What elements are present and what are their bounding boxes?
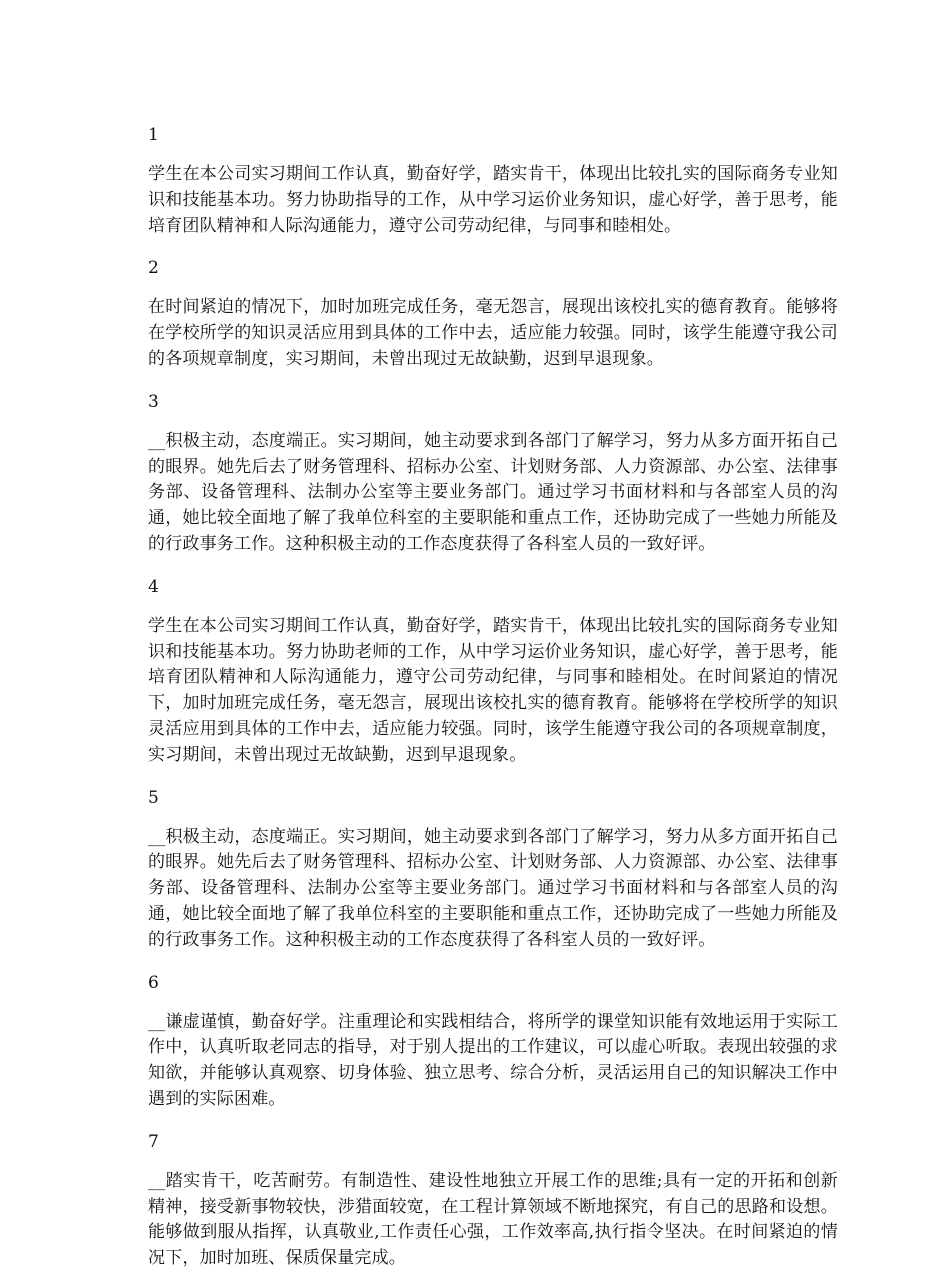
entry-number: 6 (148, 972, 159, 993)
entry-6 (148, 970, 838, 1113)
entry-number: 1 (148, 125, 159, 145)
entry-5 (148, 785, 838, 954)
entry-7 (148, 1129, 838, 1272)
entry-paragraph: __谦虚谨慎，勤奋好学。注重理论和实践相结合，将所学的课堂知识能有效地运用于实际工作中，认真听取老同志的指导，对于别人提出的工作建议，可以虚心听取。表现出较强的求知欲，并能够认真观察、切身体验、独立思考、综合分析，灵活运用自己的知识解决工作中遇到的实际困难。 (148, 1011, 838, 1109)
entry-paragraph: 在时间紧迫的情况下，加时加班完成任务，毫无怨言，展现出该校扎实的德育教育。能够将在学校所学的知识灵活应用到具体的工作中去，适应能力较强。同时，该学生能遵守我公司的各项规章制度，实习期间，未曾出现过无故缺勤，迟到早退现象。 (148, 297, 838, 369)
entry-number: 5 (148, 787, 159, 808)
entry-number: 7 (148, 1131, 159, 1152)
entry-number: 3 (148, 391, 159, 412)
entry-1 (148, 122, 838, 239)
document-body (148, 122, 838, 1288)
entry-4 (148, 574, 838, 769)
entry-number: 4 (148, 576, 159, 597)
entry-paragraph: 学生在本公司实习期间工作认真，勤奋好学，踏实肯干，体现出比较扎实的国际商务专业知识和技能基本功。努力协助老师的工作，从中学习运价业务知识，虚心好学，善于思考，能培育团队精神和人际沟通能力，遵守公司劳动纪律，与同事和睦相处。在时间紧迫的情况下，加时加班完成任务，毫无怨言，展现出该校扎实的德育教育。能够将在学校所学的知识灵活应用到具体的工作中去，适应能力较强。同时，该学生能遵守我公司的各项规章制度，实习期间，未曾出现过无故缺勤，迟到早退现象。 (148, 615, 838, 765)
entry-paragraph: 学生在本公司实习期间工作认真，勤奋好学，踏实肯干，体现出比较扎实的国际商务专业知识和技能基本功。努力协助指导的工作，从中学习运价业务知识，虚心好学，善于思考，能培育团队精神和人际沟通能力，遵守公司劳动纪律，与同事和睦相处。 (148, 164, 838, 236)
entry-3 (148, 389, 838, 558)
entry-number: 2 (148, 258, 159, 279)
entry-paragraph: __积极主动，态度端正。实习期间，她主动要求到各部门了解学习，努力从多方面开拓自己的眼界。她先后去了财务管理科、招标办公室、计划财务部、人力资源部、办公室、法律事务部、设备管理科、法制办公室等主要业务部门。通过学习书面材料和与各部室人员的沟通，她比较全面地了解了我单位科室的主要职能和重点工作，还协助完成了一些她力所能及的行政事务工作。这种积极主动的工作态度获得了各科室人员的一致好评。 (148, 826, 838, 950)
entry-paragraph: __踏实肯干，吃苦耐劳。有制造性、建设性地独立开展工作的思维;具有一定的开拓和创新精神，接受新事物较快，涉猎面较宽，在工程计算领域不断地探究，有自己的思路和设想。能够做到服从指挥，认真敬业,工作责任心强，工作效率高,执行指令坚决。在时间紧迫的情况下，加时加班、保质保量完成。 (148, 1170, 838, 1269)
entry-2 (148, 255, 838, 372)
entry-paragraph: __积极主动，态度端正。实习期间，她主动要求到各部门了解学习，努力从多方面开拓自己的眼界。她先后去了财务管理科、招标办公室、计划财务部、人力资源部、办公室、法律事务部、设备管理科、法制办公室等主要业务部门。通过学习书面材料和与各部室人员的沟通，她比较全面地了解了我单位科室的主要职能和重点工作，还协助完成了一些她力所能及的行政事务工作。这种积极主动的工作态度获得了各科室人员的一致好评。 (148, 430, 838, 554)
